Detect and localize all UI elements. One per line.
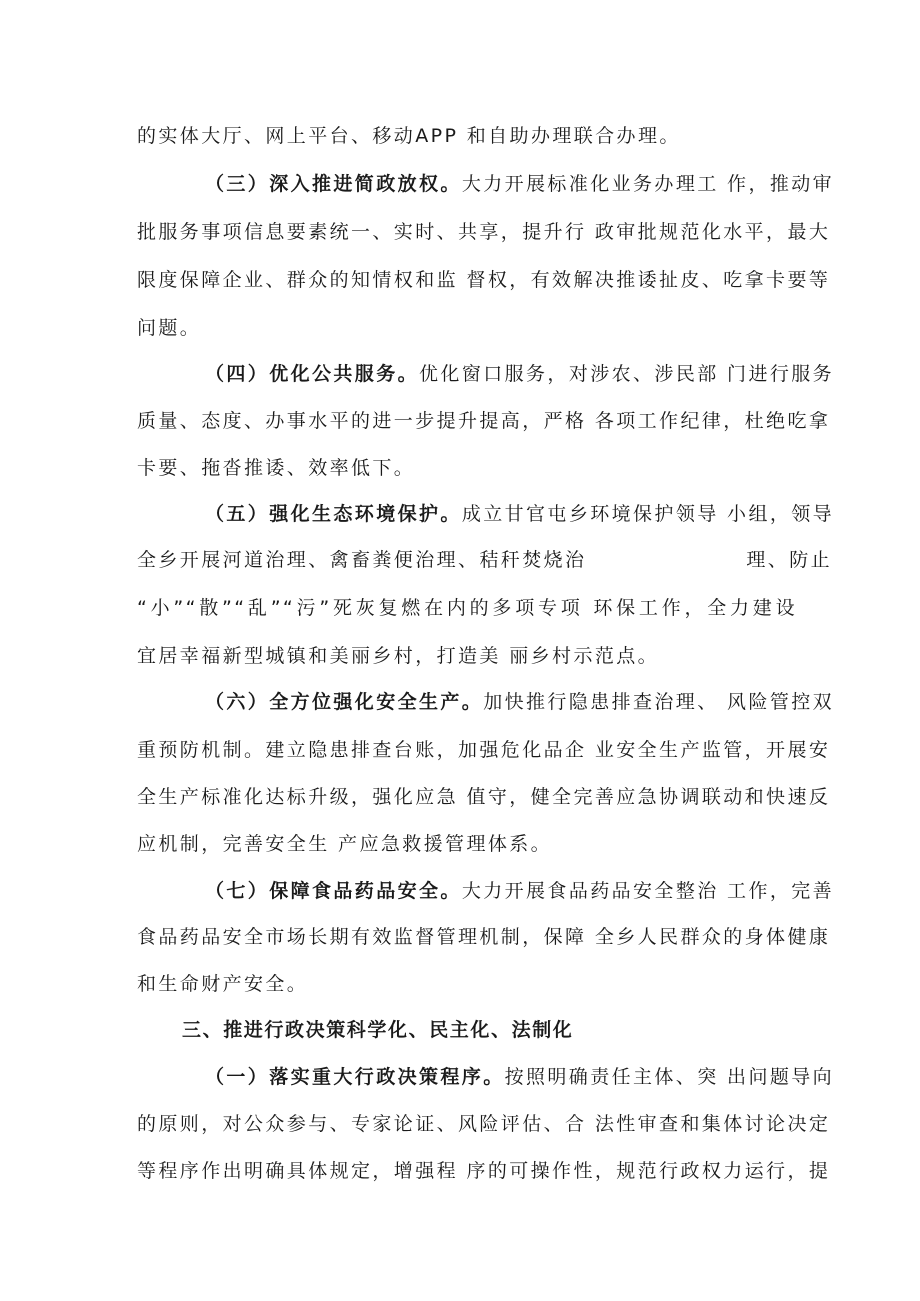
paragraph-line [137,546,833,574]
text-span: 大力开展食品药品安全整治 工作，完善 [461,880,835,902]
paragraph-lead: （五）强化生态环境保护。 [205,503,462,525]
paragraph-first-line [205,500,835,528]
text-span: 重预防机制。建立隐患排查台账，加强危化品企 业安全生产监管，开展安 [137,739,831,761]
paragraph-line [137,1157,831,1185]
paragraph-line [137,594,797,622]
paragraph-line [137,642,797,670]
paragraph-line [137,407,831,435]
paragraph-first-line [205,360,835,388]
text-span: 加快推行隐患排查治理、 风险管控双 [483,691,835,713]
paragraph-lead: （四）优化公共服务。 [205,363,420,385]
paragraph-line [137,736,831,764]
text-span: 的实体大厅、网上平台、移动APP 和自助办理联合办理。 [137,125,681,147]
paragraph-line [137,970,797,998]
text-span: 优化窗口服务，对涉农、涉民部 门进行服务 [419,363,835,385]
text-span: 问题。 [137,317,202,339]
paragraph-lead: （一）落实重大行政决策程序。 [205,1066,505,1088]
paragraph-first-line [205,688,835,716]
paragraph-line [137,1110,831,1138]
text-span: 宜居幸福新型城镇和美丽乡村，打造美 丽乡村示范点。 [137,645,660,667]
paragraph-line [137,266,831,294]
section-heading [182,1016,797,1044]
text-span: 食品药品安全市场长期有效监督管理机制，保障 全乡人民群众的身体健康 [137,926,831,948]
paragraph-line [137,783,831,811]
paragraph-line [137,454,797,482]
paragraph-first-line [205,170,835,198]
section-heading-text: 三、推进行政决策科学化、民主化、法制化 [182,1019,574,1041]
paragraph-lead: （三）深入推进简政放权。 [205,173,462,195]
text-span: 全生产标准化达标升级，强化应急 值守，健全完善应急协调联动和快速反 [137,786,831,808]
text-span: 的原则，对公众参与、专家论证、风险评估、合 法性审查和集体讨论决定 [137,1113,831,1135]
text-span: 批服务事项信息要素统一、实时、共享，提升行 政审批规范化水平，最大 [137,221,831,243]
text-span: 卡要、拖沓推诿、效率低下。 [137,457,416,479]
paragraph-line [137,122,797,150]
text-span: 质量、态度、办事水平的进一步提升提高，严格 各项工作纪律，杜绝吃拿 [137,410,831,432]
paragraph-line [137,218,831,246]
paragraph-first-line [205,1063,835,1091]
paragraph-first-line [205,877,835,905]
text-span: 成立甘官屯乡环境保护领导 小组，领导 [461,503,835,525]
text-span: 理、防止 [746,549,833,571]
text-span: “小”“散”“乱”“污”死灰复燃在内的多项专项 环保工作，全力建设 [137,597,797,619]
paragraph-line [137,830,797,858]
text-span: 应机制，完善安全生 产应急救援管理体系。 [137,833,553,855]
text-span: 全乡开展河道治理、禽畜粪便治理、秸秆焚烧治 [137,549,587,571]
paragraph-lead: （七）保障食品药品安全。 [205,880,462,902]
text-span: 按照明确责任主体、突 出问题导向 [504,1066,835,1088]
text-span: 限度保障企业、群众的知情权和监 督权，有效解决推诿扯皮、吃拿卡要等 [137,269,831,291]
paragraph-lead: （六）全方位强化安全生产。 [205,691,484,713]
text-span: 大力开展标准化业务办理工 作，推动审 [461,173,835,195]
text-span: 和生命财产安全。 [137,973,309,995]
text-span: 等程序作出明确具体规定，增强程 序的可操作性，规范行政权力运行，提 [137,1160,831,1182]
paragraph-line [137,923,831,951]
paragraph-line [137,314,797,342]
